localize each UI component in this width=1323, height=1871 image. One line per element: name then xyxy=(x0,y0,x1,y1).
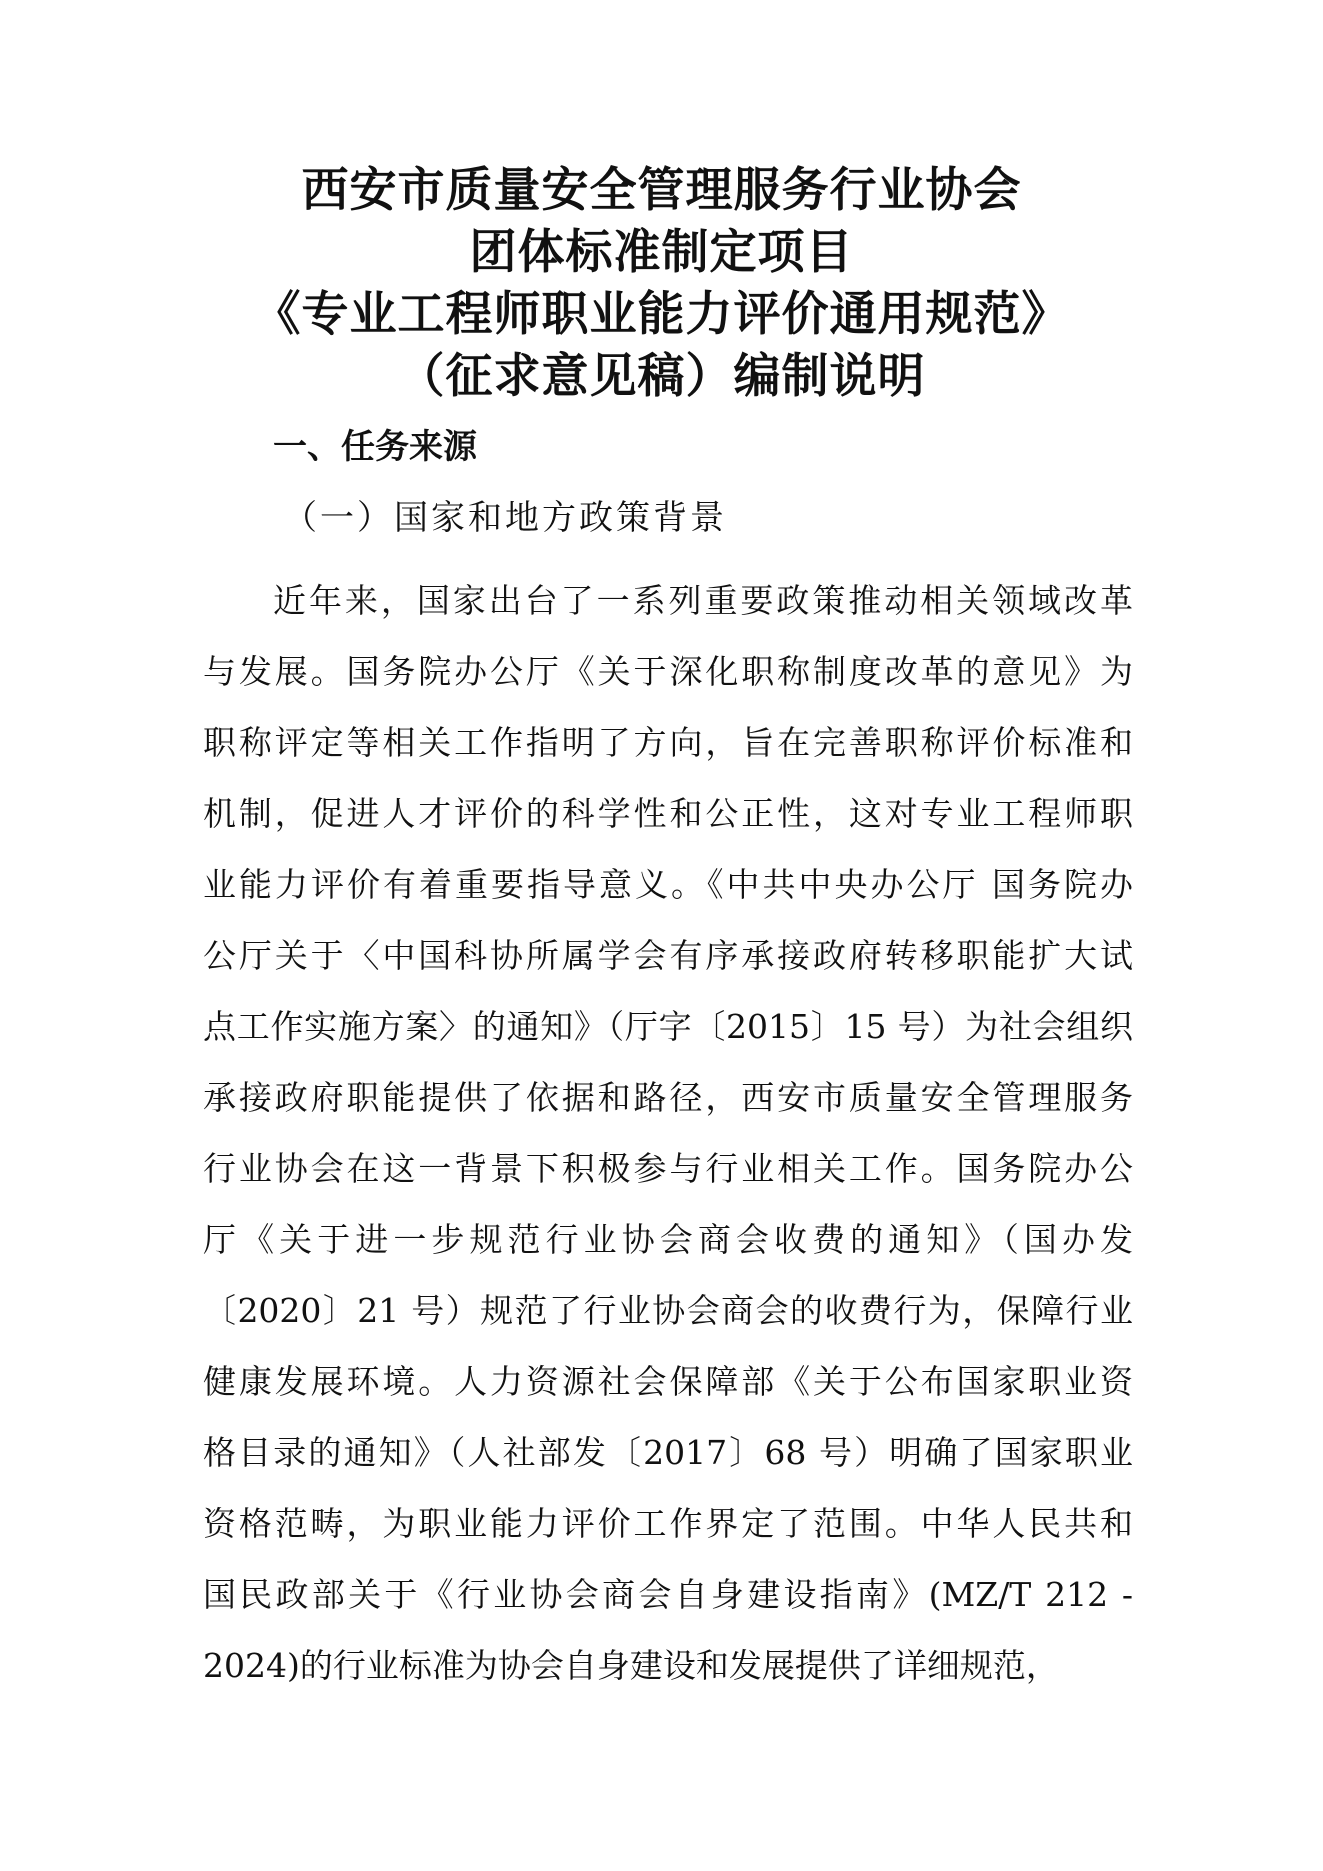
document-title xyxy=(0,160,1323,408)
body-line: 〔2020〕21 号）规范了行业协会商会的收费行为，保障行业 xyxy=(203,1291,1133,1330)
body-line: 公厅关于〈中国科协所属学会有序承接政府转移职能扩大试 xyxy=(203,936,1133,975)
body-line: 与发展。国务院办公厅《关于深化职称制度改革的意见》为 xyxy=(203,652,1133,691)
body-paragraph xyxy=(203,565,1133,1701)
body-line: 机制，促进人才评价的科学性和公正性，这对专业工程师职 xyxy=(203,794,1133,833)
body-line: 业能力评价有着重要指导意义。《中共中央办公厅 国务院办 xyxy=(203,865,1133,904)
body-line: 资格范畴，为职业能力评价工作界定了范围。中华人民共和 xyxy=(203,1504,1133,1543)
body-line: 点工作实施方案〉的通知》（厅字〔2015〕15 号）为社会组织 xyxy=(203,1007,1133,1046)
title-line-association: 西安市质量安全管理服务行业协会 xyxy=(301,163,1022,218)
subsection-heading-policy-background: （一）国家和地方政策背景 xyxy=(283,498,727,538)
body-line: 格目录的通知》（人社部发〔2017〕68 号）明确了国家职业 xyxy=(203,1433,1133,1472)
body-line: 国民政部关于《行业协会商会自身建设指南》(MZ/T 212 - xyxy=(203,1575,1133,1614)
body-line: 行业协会在这一背景下积极参与行业相关工作。国务院办公 xyxy=(203,1149,1133,1188)
body-line: 厅《关于进一步规范行业协会商会收费的通知》（国办发 xyxy=(203,1220,1133,1259)
body-line: 职称评定等相关工作指明了方向，旨在完善职称评价标准和 xyxy=(203,723,1133,762)
body-line: 承接政府职能提供了依据和路径，西安市质量安全管理服务 xyxy=(203,1078,1133,1117)
title-line-standard-name: 《专业工程师职业能力评价通用规范》 xyxy=(253,287,1070,342)
body-line: 近年来，国家出台了一系列重要政策推动相关领域改革 xyxy=(273,581,1133,620)
body-line: 健康发展环境。人力资源社会保障部《关于公布国家职业资 xyxy=(203,1362,1133,1401)
title-line-project: 团体标准制定项目 xyxy=(469,225,854,280)
title-line-draft-note: （征求意见稿）编制说明 xyxy=(397,349,926,404)
body-line: 2024)的行业标准为协会自身建设和发展提供了详细规范， xyxy=(203,1646,1059,1685)
section-heading-task-source: 一、任务来源 xyxy=(273,427,477,467)
